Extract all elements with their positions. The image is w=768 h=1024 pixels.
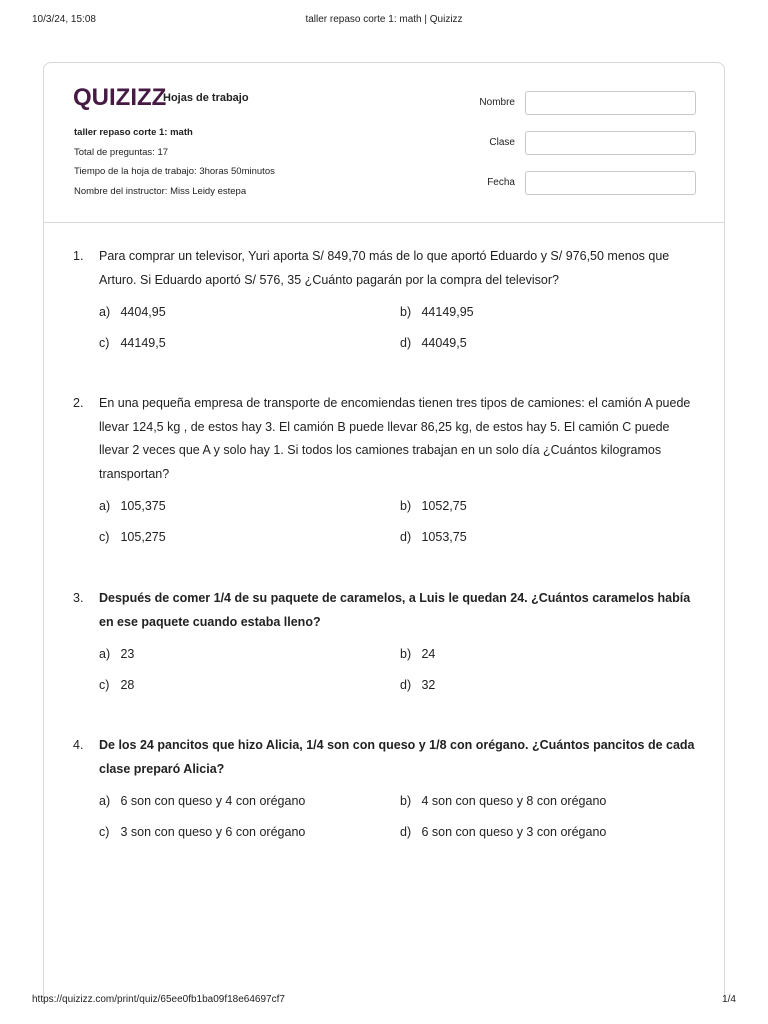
name-row: [444, 91, 696, 115]
worksheet-time: Tiempo de la hoja de trabajo: 3horas 50minutos: [74, 166, 275, 177]
name-label: Nombre: [479, 97, 515, 108]
name-field[interactable]: [525, 91, 696, 115]
option-a: a) 105,375: [99, 499, 166, 513]
question-text: De los 24 pancitos que hizo Alicia, 1/4 son con queso y 1/8 con orégano. ¿Cuántos pancitos de cada clase preparó Alicia?: [99, 738, 695, 776]
question-number: 4.: [73, 738, 84, 752]
answer-options: [99, 498, 693, 560]
print-header: [32, 14, 736, 28]
answer-options: [99, 793, 693, 855]
print-url: https://quizizz.com/print/quiz/65ee0fb1ba09f18e64697cf7: [32, 994, 285, 1005]
question-number: 3.: [73, 591, 84, 605]
worksheet-subtitle: Hojas de trabajo: [163, 92, 249, 104]
option-d: d) 32: [400, 678, 436, 692]
option-a: a) 23: [99, 647, 135, 661]
instructor-name: Nombre del instructor: Miss Leidy estepa: [74, 185, 247, 197]
date-field[interactable]: [525, 171, 696, 195]
option-a: a) 4404,95: [99, 305, 166, 319]
option-d: d) 6 son con queso y 3 con orégano: [400, 825, 607, 839]
option-c: c) 3 son con queso y 6 con orégano: [99, 825, 306, 839]
question-3: [73, 587, 693, 708]
option-b: b) 4 son con queso y 8 con orégano: [400, 794, 607, 808]
option-a: a) 6 son con queso y 4 con orégano: [99, 794, 306, 808]
option-d: d) 44049,5: [400, 336, 467, 350]
print-datetime: 10/3/24, 15:08: [32, 14, 96, 25]
question-4: [73, 734, 693, 855]
option-c: c) 105,275: [99, 530, 166, 544]
print-footer: [32, 994, 736, 1008]
class-label: Clase: [489, 137, 515, 148]
date-row: [444, 171, 696, 195]
question-2: [73, 392, 693, 560]
question-text: Después de comer 1/4 de su paquete de caramelos, a Luis le quedan 24. ¿Cuántos caramelos había en ese paquete cuando estaba lleno?: [99, 591, 691, 629]
question-number: 2.: [73, 396, 84, 410]
total-questions: Total de preguntas: 17: [74, 146, 169, 158]
date-label: Fecha: [487, 177, 515, 188]
question-text: Para comprar un televisor, Yuri aporta S/ 849,70 más de lo que aportó Eduardo y S/ 976,50 menos que Arturo. Si Eduardo aportó S/ 576, 35 ¿Cuánto pagarán por la compra del televisor?: [99, 249, 670, 287]
option-b: b) 1052,75: [400, 499, 467, 513]
quiz-meta: [74, 127, 275, 205]
quizizz-logo: QUIZIZZ: [73, 84, 167, 111]
page-number: 1/4: [722, 994, 736, 1005]
option-b: b) 44149,95: [400, 305, 474, 319]
option-c: c) 28: [99, 678, 135, 692]
question-number: 1.: [73, 249, 84, 263]
option-d: d) 1053,75: [400, 530, 467, 544]
question-text: En una pequeña empresa de transporte de encomiendas tienen tres tipos de camiones: el camión A puede llevar 124,5 kg , de estos hay 3. El camión B puede llevar 86,25 kg, de estos hay 5. El camión C puede llevar 2 veces que A y solo hay 1. Si todos los camiones trabajan en un solo día ¿Cuántos kilogramos transportan?: [99, 396, 691, 481]
worksheet-header: [44, 63, 724, 223]
class-row: [444, 131, 696, 155]
answer-options: [99, 304, 693, 366]
quiz-title: taller repaso corte 1: math: [74, 127, 193, 138]
answer-options: [99, 646, 693, 708]
print-page-title: taller repaso corte 1: math | Quizizz: [305, 14, 463, 25]
class-field[interactable]: [525, 131, 696, 155]
option-b: b) 24: [400, 647, 436, 661]
question-1: [73, 245, 693, 366]
option-c: c) 44149,5: [99, 336, 166, 350]
